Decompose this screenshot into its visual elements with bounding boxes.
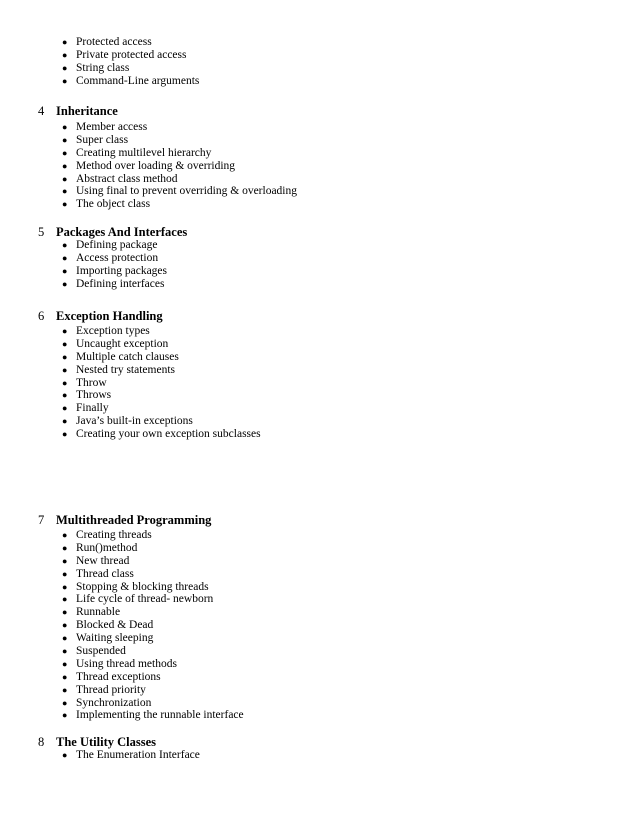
bullet-icon: ●	[62, 134, 68, 145]
bullet-icon: ●	[62, 390, 68, 401]
bullet-icon: ●	[62, 338, 68, 349]
bullet-icon: ●	[62, 697, 68, 708]
exception-handling-list	[62, 325, 261, 441]
list-item: ● The object class	[62, 198, 151, 211]
list-item: ● Life cycle of thread- newborn	[62, 593, 214, 606]
section-title: Packages And Interfaces	[56, 225, 188, 239]
bullet-icon: ●	[62, 646, 68, 657]
bullet-icon: ●	[62, 620, 68, 631]
list-item: ● Command-Line arguments	[62, 74, 200, 87]
bullet-icon: ●	[62, 49, 68, 60]
bullet-icon: ●	[62, 75, 68, 86]
list-item: ● Uncaught exception	[62, 337, 169, 350]
list-item: ● Thread class	[62, 567, 134, 580]
section-heading-packages-and-interfaces	[38, 224, 187, 240]
list-item: ● Using thread methods	[62, 657, 177, 670]
inheritance-list	[62, 121, 297, 211]
list-item: ● Thread priority	[62, 683, 146, 696]
section-title: The Utility Classes	[56, 735, 156, 749]
multithreaded-list	[62, 529, 244, 722]
list-item: ● Suspended	[62, 645, 126, 658]
bullet-icon: ●	[62, 750, 68, 760]
bullet-icon: ●	[62, 594, 68, 605]
list-item: ● Access protection	[62, 251, 159, 264]
list-item: ● Creating threads	[62, 529, 152, 541]
bullet-icon: ●	[62, 351, 68, 362]
bullet-icon: ●	[62, 160, 68, 171]
bullet-icon: ●	[62, 173, 68, 184]
list-item: ● Synchronization	[62, 696, 152, 709]
list-item: ● Abstract class method	[62, 172, 178, 185]
bullet-icon: ●	[62, 278, 68, 289]
section-title: Exception Handling	[56, 309, 163, 323]
section-number: 4	[38, 104, 45, 118]
section-number: 5	[38, 225, 45, 239]
list-item: ● Defining interfaces	[62, 277, 165, 290]
list-item: ● The Enumeration Interface	[62, 749, 200, 761]
bullet-icon: ●	[62, 377, 68, 388]
section-number: 6	[38, 309, 45, 323]
list-item: ● Java’s built-in exceptions	[62, 415, 193, 428]
list-item: ● Exception types	[62, 325, 150, 337]
list-item: ● Runnable	[62, 606, 121, 619]
list-item: ● Blocked & Dead	[62, 619, 154, 632]
bullet-icon: ●	[62, 326, 68, 336]
bullet-icon: ●	[62, 581, 68, 592]
section-title: Multithreaded Programming	[56, 513, 212, 527]
utility-classes-list	[62, 749, 200, 762]
list-item: ● Stopping & blocking threads	[62, 580, 209, 593]
list-item: ● Waiting sleeping	[62, 632, 154, 645]
bullet-icon: ●	[62, 147, 68, 158]
list-item: ● Importing packages	[62, 264, 168, 277]
bullet-icon: ●	[62, 568, 68, 579]
section-number: 8	[38, 735, 45, 749]
bullet-icon: ●	[62, 658, 68, 669]
list-item: ● Super class	[62, 133, 129, 146]
list-item: ● Nested try statements	[62, 363, 176, 376]
list-item: ● Creating your own exception subclasses	[62, 428, 261, 441]
list-item: ● Multiple catch clauses	[62, 350, 179, 363]
list-item: ● Thread exceptions	[62, 670, 161, 683]
list-item: ● Method over loading & overriding	[62, 159, 236, 172]
bullet-icon: ●	[62, 671, 68, 682]
bullet-icon: ●	[62, 710, 68, 721]
list-item: ● Private protected access	[62, 48, 187, 61]
bullet-icon: ●	[62, 62, 68, 73]
intro-list	[62, 36, 199, 88]
list-item: ● Throw	[62, 376, 107, 389]
section-number: 7	[38, 513, 45, 527]
section-heading-inheritance	[38, 103, 118, 119]
section-heading-multithreaded-programming	[38, 512, 211, 528]
list-item: ● Member access	[62, 121, 148, 133]
bullet-icon: ●	[62, 684, 68, 695]
list-item: ● Protected access	[62, 36, 152, 48]
bullet-icon: ●	[62, 199, 68, 210]
section-heading-exception-handling	[38, 308, 163, 324]
list-item: ● Throws	[62, 389, 112, 402]
section-title: Inheritance	[56, 104, 118, 118]
packages-list	[62, 239, 167, 291]
list-item: ● New thread	[62, 554, 130, 567]
bullet-icon: ●	[62, 403, 68, 414]
bullet-icon: ●	[62, 37, 68, 47]
bullet-icon: ●	[62, 555, 68, 566]
list-item: ● Creating multilevel hierarchy	[62, 146, 212, 159]
bullet-icon: ●	[62, 607, 68, 618]
bullet-icon: ●	[62, 186, 68, 197]
bullet-icon: ●	[62, 429, 68, 440]
bullet-icon: ●	[62, 252, 68, 263]
section-heading-utility-classes	[38, 734, 156, 750]
list-item: ● Defining package	[62, 239, 158, 251]
bullet-icon: ●	[62, 530, 68, 540]
list-item: ● String class	[62, 61, 130, 74]
bullet-icon: ●	[62, 416, 68, 427]
list-item: ● Implementing the runnable interface	[62, 709, 244, 722]
bullet-icon: ●	[62, 265, 68, 276]
list-item: ● Using final to prevent overriding & overloading	[62, 185, 298, 198]
bullet-icon: ●	[62, 542, 68, 553]
bullet-icon: ●	[62, 122, 68, 132]
list-item: ● Finally	[62, 402, 109, 415]
bullet-icon: ●	[62, 364, 68, 375]
bullet-icon: ●	[62, 633, 68, 644]
bullet-icon: ●	[62, 240, 68, 250]
list-item: ● Run()method	[62, 541, 138, 554]
